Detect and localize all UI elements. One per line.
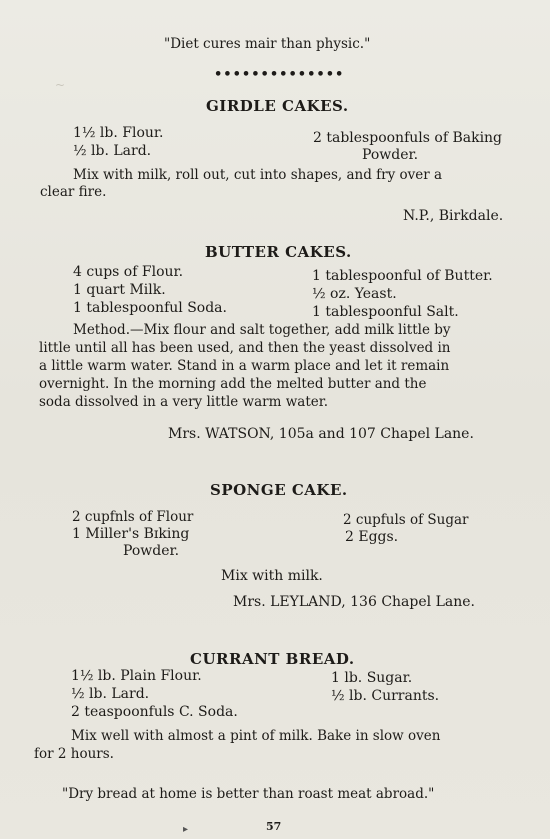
method-line: overnight. In the morning add the melted butter and the <box>39 376 427 392</box>
recipe-author: N.P., Birkdale. <box>403 208 504 224</box>
recipe-author: Mrs. WATSON, 105a and 107 Chapel Lane. <box>168 426 474 442</box>
recipe-author: Mrs. LEYLAND, 136 Chapel Lane. <box>233 594 475 610</box>
ingredient: 1½ lb. Flour. <box>73 125 164 141</box>
girdle-cakes-title: GIRDLE CAKES. <box>206 97 349 115</box>
ingredient: 2 Eggs. <box>345 529 399 545</box>
method-line: soda dissolved in a very little warm water. <box>39 394 328 410</box>
method-line: Method.—Mix flour and salt together, add milk little by <box>73 322 451 338</box>
divider-dots: •••••••••••••• <box>214 67 345 82</box>
show-through-mark: ~ <box>55 78 66 92</box>
butter-cakes-title: BUTTER CAKES. <box>205 243 352 261</box>
top-quote: "Diet cures mair than physic." <box>164 36 371 52</box>
ingredient: ½ lb. Lard. <box>71 686 150 702</box>
ingredient: 1 tablespoonful of Butter. <box>312 268 493 284</box>
method-line: Mix with milk. <box>221 568 323 584</box>
ingredient: 1 lb. Sugar. <box>331 670 413 686</box>
ingredient: 1 tablespoonful Salt. <box>312 304 459 320</box>
method-line: a little warm water. Stand in a warm place and let it remain <box>39 358 450 374</box>
printer-mark: ▸ <box>183 824 189 835</box>
method-line: little until all has been used, and then the yeast dissolved in <box>39 340 451 356</box>
page-number: 57 <box>266 820 282 833</box>
ingredient: ½ lb. Lard. <box>73 143 152 159</box>
method-line: clear fire. <box>40 184 107 200</box>
method-line: Mix with milk, roll out, cut into shapes, and fry over a <box>73 167 443 183</box>
ingredient: 2 tablespoonfuls of Baking <box>313 130 503 146</box>
bottom-quote: "Dry bread at home is better than roast meat abroad." <box>62 786 435 802</box>
sponge-cake-title: SPONGE CAKE. <box>210 481 348 499</box>
ingredient: Powder. <box>123 543 180 559</box>
currant-bread-title: CURRANT BREAD. <box>190 650 355 668</box>
method-line: for 2 hours. <box>34 746 114 762</box>
ingredient: 1½ lb. Plain Flour. <box>71 668 202 684</box>
ingredient: 2 teaspoonfuls C. Soda. <box>71 704 238 720</box>
ingredient: 2 cupfuls of Sugar <box>343 512 469 528</box>
method-line: Mix well with almost a pint of milk. Bake in slow oven <box>71 728 441 744</box>
ingredient: Powder. <box>362 147 419 163</box>
ingredient: ½ oz. Yeast. <box>312 286 397 302</box>
ingredient: 1 Miller's Bɪking <box>72 526 190 542</box>
ingredient: 1 quart Milk. <box>73 282 166 298</box>
ingredient: 2 cupfnls of Flour <box>72 509 194 525</box>
ingredient: ½ lb. Currants. <box>331 688 440 704</box>
ingredient: 4 cups of Flour. <box>73 264 184 280</box>
ingredient: 1 tablespoonful Soda. <box>73 300 227 316</box>
